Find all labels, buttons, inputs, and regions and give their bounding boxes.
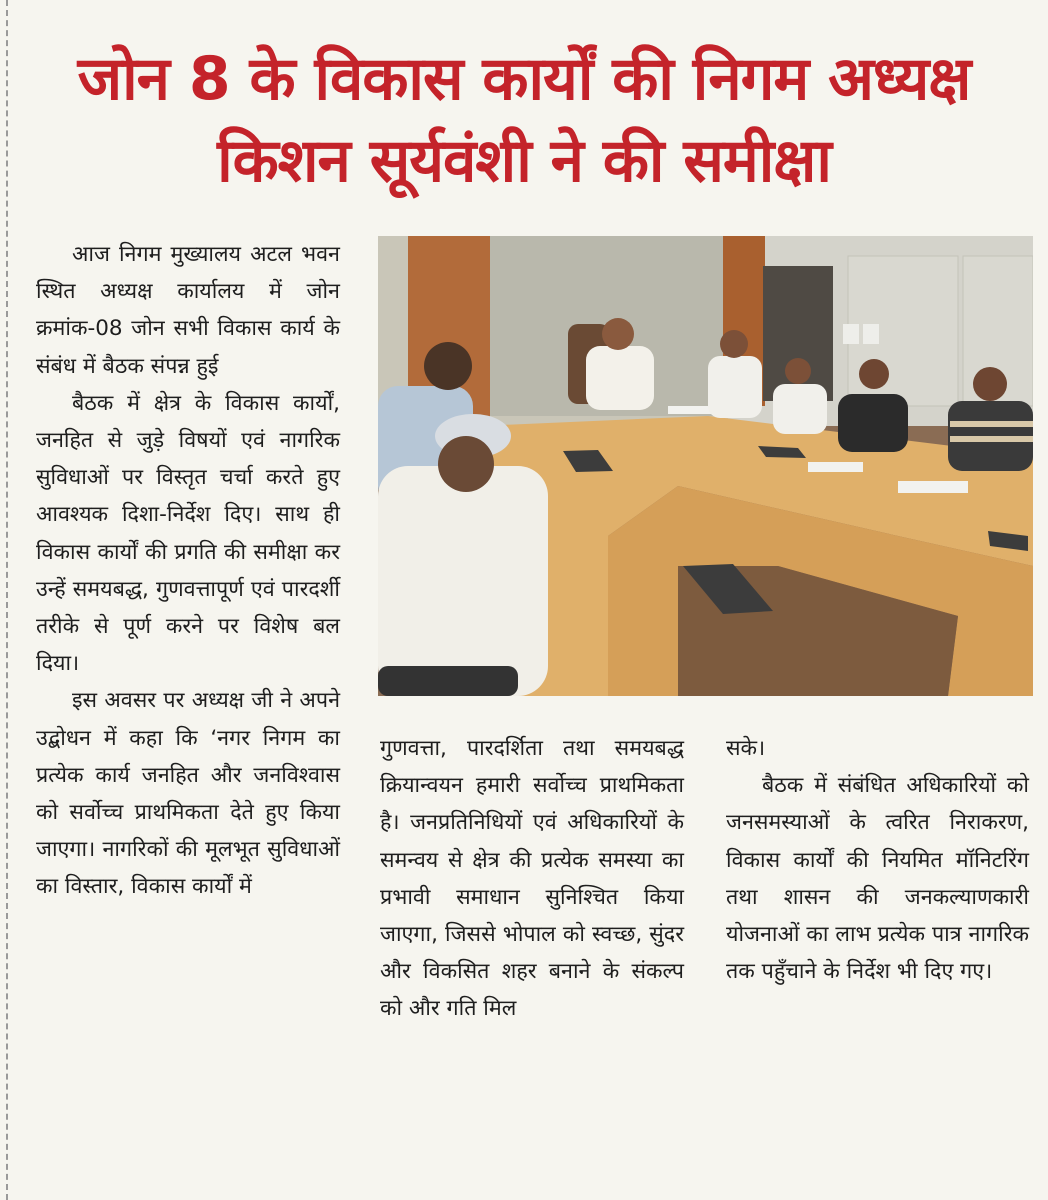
article-paragraph-3-end: सके। (726, 736, 766, 761)
article-column-2 (380, 730, 684, 1028)
headline-line-2: किशन सूर्यवंशी ने की समीक्षा (217, 126, 831, 196)
article-paragraph-2: बैठक में क्षेत्र के विकास कार्यों, जनहित से जुड़े विषयों एवं नागरिक सुविधाओं पर विस्तृत चर्चा करते हुए आवश्यक दिशा-निर्देश दिए। साथ ही विकास कार्यों की प्रगति की समीक्षा कर उन्हें समयबद्ध, गुणवत्तापूर्ण एवं पारदर्शी तरीके से पूर्ण करने पर विशेष बल दिया। (36, 390, 340, 677)
page-edge-divider (6, 0, 8, 1200)
article-paragraph-3-continued: गुणवत्ता, पारदर्शिता तथा समयबद्ध क्रियान्वयन हमारी सर्वोच्च प्राथमिकता है। जनप्रतिनिधियों एवं अधिकारियों के समन्वय से क्षेत्र की प्रत्येक समस्या का प्रभावी समाधान सुनिश्चित किया जाएगा, जिससे भोपाल को स्वच्छ, सुंदर और विकसित शहर बनाने के संकल्प को और गति मिल (380, 736, 684, 1022)
article-paragraph-1: आज निगम मुख्यालय अटल भवन स्थित अध्यक्ष कार्यालय में जोन क्रमांक-08 जोन सभी विकास कार्य के संबंध में बैठक संपन्न हुई (36, 242, 340, 379)
article-paragraph-4: बैठक में संबंधित अधिकारियों को जनसमस्याओं के त्वरित निराकरण, विकास कार्यों की नियमित मॉनिटरिंग तथा शासन की जनकल्याणकारी योजनाओं का लाभ प्रत्येक पात्र नागरिक तक पहुँचाने के निर्देश भी दिए गए। (726, 773, 1029, 985)
meeting-photo (378, 236, 1033, 696)
article-column-1 (36, 236, 340, 906)
article-paragraph-3: इस अवसर पर अध्यक्ष जी ने अपने उद्बोधन में कहा कि ‘नगर निगम का प्रत्येक कार्य जनहित और जनविश्वास को सर्वोच्च प्राथमिकता देते हुए किया जाएगा। नागरिकों की मूलभूत सुविधाओं का विस्तार, विकास कार्यों में (36, 688, 340, 900)
headline (20, 38, 1028, 202)
article-column-3 (726, 730, 1029, 990)
headline-line-1: जोन 8 के विकास कार्यों की निगम अध्यक्ष (77, 44, 971, 114)
